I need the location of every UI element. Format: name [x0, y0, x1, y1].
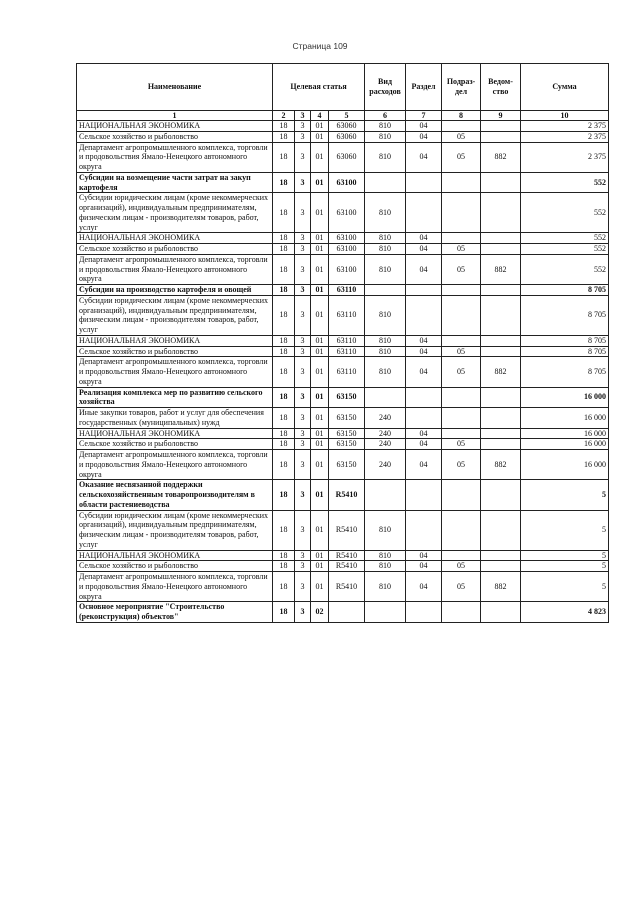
program-code-cell: 18: [273, 450, 295, 480]
sum-cell: 8 705: [521, 346, 609, 357]
column-number: 10: [521, 111, 609, 121]
department-cell: [481, 172, 521, 193]
program-code-cell: 18: [273, 572, 295, 602]
column-number: 7: [406, 111, 442, 121]
direction-code-cell: 63100: [329, 172, 365, 193]
direction-code-cell: 63110: [329, 335, 365, 346]
department-cell: [481, 131, 521, 142]
row-name-cell: Оказание несвязанной поддержки сельскохозяйственным товаропроизводителям в области растениеводства: [77, 480, 273, 510]
table-row: [77, 572, 609, 602]
table-body: [77, 121, 609, 623]
expense-type-cell: 810: [365, 254, 406, 284]
subsection-cell: 05: [442, 244, 481, 255]
header-name: Наименование: [77, 64, 273, 111]
direction-code-cell: 63060: [329, 121, 365, 132]
table-row: [77, 561, 609, 572]
subsection-cell: 05: [442, 254, 481, 284]
event-code-cell: 01: [311, 193, 329, 233]
department-cell: 882: [481, 142, 521, 172]
subprogram-code-cell: 3: [295, 561, 311, 572]
row-name-cell: Сельское хозяйство и рыболовство: [77, 561, 273, 572]
header-sum: Сумма: [521, 64, 609, 111]
department-cell: 882: [481, 254, 521, 284]
subprogram-code-cell: 3: [295, 172, 311, 193]
section-cell: [406, 172, 442, 193]
program-code-cell: 18: [273, 439, 295, 450]
row-name-cell: НАЦИОНАЛЬНАЯ ЭКОНОМИКА: [77, 428, 273, 439]
expense-type-cell: [365, 172, 406, 193]
department-cell: 882: [481, 450, 521, 480]
section-cell: [406, 602, 442, 623]
event-code-cell: 01: [311, 572, 329, 602]
table-row: [77, 510, 609, 550]
department-cell: [481, 244, 521, 255]
section-cell: 04: [406, 233, 442, 244]
direction-code-cell: 63110: [329, 295, 365, 335]
department-cell: [481, 602, 521, 623]
subprogram-code-cell: 3: [295, 193, 311, 233]
event-code-cell: 01: [311, 295, 329, 335]
table-row: [77, 428, 609, 439]
section-cell: 04: [406, 450, 442, 480]
subsection-cell: [442, 428, 481, 439]
row-name-cell: Департамент агропромышленного комплекса, торговли и продовольствия Ямало-Ненецкого автономного округа: [77, 572, 273, 602]
event-code-cell: 01: [311, 121, 329, 132]
sum-cell: 8 705: [521, 295, 609, 335]
column-number: 1: [77, 111, 273, 121]
event-code-cell: 01: [311, 428, 329, 439]
subprogram-code-cell: 3: [295, 480, 311, 510]
section-cell: [406, 408, 442, 429]
event-code-cell: 01: [311, 480, 329, 510]
direction-code-cell: 63060: [329, 131, 365, 142]
event-code-cell: 01: [311, 233, 329, 244]
event-code-cell: 02: [311, 602, 329, 623]
row-name-cell: Субсидии юридическим лицам (кроме некоммерческих организаций), индивидуальным предпринимателям, физическим лицам - производителям товаров, работ, услуг: [77, 193, 273, 233]
subprogram-code-cell: 3: [295, 450, 311, 480]
page-label: Страница 109: [292, 41, 348, 51]
subsection-cell: 05: [442, 131, 481, 142]
program-code-cell: 18: [273, 550, 295, 561]
subsection-cell: [442, 408, 481, 429]
header-department: Ведом-ство: [481, 64, 521, 111]
sum-cell: 552: [521, 233, 609, 244]
column-number: 2: [273, 111, 295, 121]
subprogram-code-cell: 3: [295, 244, 311, 255]
program-code-cell: 18: [273, 244, 295, 255]
header-section: Раздел: [406, 64, 442, 111]
sum-cell: 16 000: [521, 387, 609, 408]
subsection-cell: 05: [442, 439, 481, 450]
direction-code-cell: R5410: [329, 510, 365, 550]
expense-type-cell: 810: [365, 295, 406, 335]
department-cell: [481, 346, 521, 357]
row-name-cell: Субсидии юридическим лицам (кроме некоммерческих организаций), индивидуальным предпринимателям, физическим лицам - производителям товаров, работ, услуг: [77, 510, 273, 550]
section-cell: 04: [406, 346, 442, 357]
program-code-cell: 18: [273, 254, 295, 284]
section-cell: 04: [406, 142, 442, 172]
sum-cell: 16 000: [521, 450, 609, 480]
direction-code-cell: 63100: [329, 233, 365, 244]
sum-cell: 5: [521, 550, 609, 561]
department-cell: [481, 439, 521, 450]
subprogram-code-cell: 3: [295, 121, 311, 132]
event-code-cell: 01: [311, 387, 329, 408]
department-cell: 882: [481, 572, 521, 602]
department-cell: [481, 285, 521, 296]
table-row: [77, 480, 609, 510]
table-row: [77, 254, 609, 284]
department-cell: [481, 561, 521, 572]
sum-cell: 16 000: [521, 408, 609, 429]
table-row: [77, 193, 609, 233]
table-row: [77, 550, 609, 561]
header-subsection: Подраз-дел: [442, 64, 481, 111]
table-row: [77, 387, 609, 408]
department-cell: [481, 193, 521, 233]
program-code-cell: 18: [273, 285, 295, 296]
subprogram-code-cell: 3: [295, 510, 311, 550]
direction-code-cell: 63150: [329, 387, 365, 408]
event-code-cell: 01: [311, 550, 329, 561]
subsection-cell: 05: [442, 142, 481, 172]
event-code-cell: 01: [311, 142, 329, 172]
event-code-cell: 01: [311, 131, 329, 142]
row-name-cell: Основное мероприятие "Строительство (реконструкция) объектов": [77, 602, 273, 623]
subprogram-code-cell: 3: [295, 346, 311, 357]
event-code-cell: 01: [311, 346, 329, 357]
program-code-cell: 18: [273, 295, 295, 335]
section-cell: 04: [406, 550, 442, 561]
column-number: 4: [311, 111, 329, 121]
row-name-cell: НАЦИОНАЛЬНАЯ ЭКОНОМИКА: [77, 550, 273, 561]
subsection-cell: 05: [442, 572, 481, 602]
section-cell: 04: [406, 121, 442, 132]
event-code-cell: 01: [311, 172, 329, 193]
table-row: [77, 172, 609, 193]
expense-type-cell: 810: [365, 510, 406, 550]
department-cell: [481, 121, 521, 132]
section-cell: 04: [406, 357, 442, 387]
row-name-cell: Департамент агропромышленного комплекса, торговли и продовольствия Ямало-Ненецкого автономного округа: [77, 254, 273, 284]
subsection-cell: [442, 550, 481, 561]
direction-code-cell: 63110: [329, 346, 365, 357]
table-row: [77, 357, 609, 387]
direction-code-cell: 63060: [329, 142, 365, 172]
program-code-cell: 18: [273, 233, 295, 244]
section-cell: 04: [406, 439, 442, 450]
expense-type-cell: 810: [365, 142, 406, 172]
section-cell: [406, 387, 442, 408]
expense-type-cell: 810: [365, 346, 406, 357]
table-row: [77, 335, 609, 346]
table-row: [77, 295, 609, 335]
department-cell: [481, 233, 521, 244]
row-name-cell: Департамент агропромышленного комплекса, торговли и продовольствия Ямало-Ненецкого автономного округа: [77, 142, 273, 172]
row-name-cell: Субсидии на производство картофеля и овощей: [77, 285, 273, 296]
subprogram-code-cell: 3: [295, 387, 311, 408]
event-code-cell: 01: [311, 510, 329, 550]
program-code-cell: 18: [273, 142, 295, 172]
subsection-cell: 05: [442, 346, 481, 357]
expense-type-cell: 810: [365, 572, 406, 602]
row-name-cell: Реализация комплекса мер по развитию сельского хозяйства: [77, 387, 273, 408]
direction-code-cell: 63100: [329, 193, 365, 233]
direction-code-cell: R5410: [329, 572, 365, 602]
direction-code-cell: 63150: [329, 408, 365, 429]
table-row: [77, 602, 609, 623]
program-code-cell: 18: [273, 193, 295, 233]
row-name-cell: Субсидии на возмещение части затрат на закуп картофеля: [77, 172, 273, 193]
subsection-cell: [442, 121, 481, 132]
subprogram-code-cell: 3: [295, 408, 311, 429]
department-cell: [481, 428, 521, 439]
subprogram-code-cell: 3: [295, 439, 311, 450]
department-cell: [481, 387, 521, 408]
event-code-cell: 01: [311, 439, 329, 450]
program-code-cell: 18: [273, 346, 295, 357]
sum-cell: 2 375: [521, 142, 609, 172]
expense-type-cell: 810: [365, 550, 406, 561]
subprogram-code-cell: 3: [295, 285, 311, 296]
expense-type-cell: 240: [365, 450, 406, 480]
subsection-cell: [442, 295, 481, 335]
direction-code-cell: 63110: [329, 285, 365, 296]
event-code-cell: 01: [311, 408, 329, 429]
department-cell: 882: [481, 357, 521, 387]
section-cell: 04: [406, 428, 442, 439]
column-number-row: [77, 111, 609, 121]
department-cell: [481, 335, 521, 346]
table-row: [77, 131, 609, 142]
section-cell: [406, 510, 442, 550]
table-row: [77, 450, 609, 480]
program-code-cell: 18: [273, 357, 295, 387]
event-code-cell: 01: [311, 254, 329, 284]
sum-cell: 5: [521, 510, 609, 550]
expense-type-cell: [365, 602, 406, 623]
table-row: [77, 244, 609, 255]
subsection-cell: [442, 510, 481, 550]
department-cell: [481, 480, 521, 510]
subsection-cell: [442, 387, 481, 408]
expense-type-cell: [365, 387, 406, 408]
row-name-cell: Субсидии юридическим лицам (кроме некоммерческих организаций), индивидуальным предпринимателям, физическим лицам - производителям товаров, работ, услуг: [77, 295, 273, 335]
row-name-cell: Сельское хозяйство и рыболовство: [77, 131, 273, 142]
program-code-cell: 18: [273, 602, 295, 623]
direction-code-cell: [329, 602, 365, 623]
direction-code-cell: R5410: [329, 561, 365, 572]
section-cell: 04: [406, 572, 442, 602]
sum-cell: 4 823: [521, 602, 609, 623]
expense-type-cell: 810: [365, 357, 406, 387]
expense-type-cell: [365, 285, 406, 296]
section-cell: 04: [406, 254, 442, 284]
row-name-cell: Департамент агропромышленного комплекса, торговли и продовольствия Ямало-Ненецкого автономного округа: [77, 450, 273, 480]
subprogram-code-cell: 3: [295, 295, 311, 335]
subprogram-code-cell: 3: [295, 335, 311, 346]
column-number: 9: [481, 111, 521, 121]
direction-code-cell: 63150: [329, 439, 365, 450]
row-name-cell: Сельское хозяйство и рыболовство: [77, 439, 273, 450]
subprogram-code-cell: 3: [295, 131, 311, 142]
subsection-cell: [442, 193, 481, 233]
direction-code-cell: 63100: [329, 254, 365, 284]
sum-cell: 16 000: [521, 439, 609, 450]
column-number: 6: [365, 111, 406, 121]
expense-type-cell: 810: [365, 335, 406, 346]
section-cell: [406, 480, 442, 510]
department-cell: [481, 295, 521, 335]
subsection-cell: [442, 602, 481, 623]
program-code-cell: 18: [273, 121, 295, 132]
direction-code-cell: 63110: [329, 357, 365, 387]
table-row: [77, 233, 609, 244]
expense-type-cell: 810: [365, 193, 406, 233]
subprogram-code-cell: 3: [295, 357, 311, 387]
row-name-cell: Сельское хозяйство и рыболовство: [77, 346, 273, 357]
budget-table: [76, 63, 609, 623]
event-code-cell: 01: [311, 244, 329, 255]
sum-cell: 16 000: [521, 428, 609, 439]
event-code-cell: 01: [311, 561, 329, 572]
event-code-cell: 01: [311, 357, 329, 387]
subprogram-code-cell: 3: [295, 142, 311, 172]
expense-type-cell: 240: [365, 408, 406, 429]
section-cell: [406, 193, 442, 233]
expense-type-cell: 810: [365, 233, 406, 244]
sum-cell: 8 705: [521, 285, 609, 296]
department-cell: [481, 550, 521, 561]
subsection-cell: [442, 480, 481, 510]
program-code-cell: 18: [273, 408, 295, 429]
direction-code-cell: 63150: [329, 428, 365, 439]
header-expense-type: Вид расходов: [365, 64, 406, 111]
expense-type-cell: 240: [365, 428, 406, 439]
table-row: [77, 408, 609, 429]
subprogram-code-cell: 3: [295, 602, 311, 623]
program-code-cell: 18: [273, 428, 295, 439]
direction-code-cell: R5410: [329, 480, 365, 510]
department-cell: [481, 408, 521, 429]
table-row: [77, 346, 609, 357]
sum-cell: 2 375: [521, 131, 609, 142]
row-name-cell: Сельское хозяйство и рыболовство: [77, 244, 273, 255]
header-target-article: Целевая статья: [273, 64, 365, 111]
subprogram-code-cell: 3: [295, 550, 311, 561]
expense-type-cell: 810: [365, 244, 406, 255]
subsection-cell: [442, 233, 481, 244]
program-code-cell: 18: [273, 387, 295, 408]
expense-type-cell: 810: [365, 561, 406, 572]
subprogram-code-cell: 3: [295, 572, 311, 602]
program-code-cell: 18: [273, 510, 295, 550]
program-code-cell: 18: [273, 480, 295, 510]
event-code-cell: 01: [311, 450, 329, 480]
department-cell: [481, 510, 521, 550]
sum-cell: 2 375: [521, 121, 609, 132]
section-cell: 04: [406, 335, 442, 346]
sum-cell: 552: [521, 193, 609, 233]
direction-code-cell: R5410: [329, 550, 365, 561]
section-cell: 04: [406, 131, 442, 142]
program-code-cell: 18: [273, 131, 295, 142]
expense-type-cell: 240: [365, 439, 406, 450]
section-cell: [406, 295, 442, 335]
subprogram-code-cell: 3: [295, 428, 311, 439]
subprogram-code-cell: 3: [295, 254, 311, 284]
subsection-cell: [442, 335, 481, 346]
program-code-cell: 18: [273, 561, 295, 572]
table-row: [77, 142, 609, 172]
column-number: 3: [295, 111, 311, 121]
subsection-cell: 05: [442, 357, 481, 387]
sum-cell: 5: [521, 561, 609, 572]
table-row: [77, 439, 609, 450]
subprogram-code-cell: 3: [295, 233, 311, 244]
section-cell: 04: [406, 561, 442, 572]
sum-cell: 5: [521, 572, 609, 602]
table-row: [77, 285, 609, 296]
row-name-cell: НАЦИОНАЛЬНАЯ ЭКОНОМИКА: [77, 121, 273, 132]
sum-cell: 5: [521, 480, 609, 510]
section-cell: 04: [406, 244, 442, 255]
row-name-cell: Департамент агропромышленного комплекса, торговли и продовольствия Ямало-Ненецкого автономного округа: [77, 357, 273, 387]
subsection-cell: 05: [442, 450, 481, 480]
subsection-cell: 05: [442, 561, 481, 572]
direction-code-cell: 63150: [329, 450, 365, 480]
sum-cell: 8 705: [521, 335, 609, 346]
expense-type-cell: [365, 480, 406, 510]
subsection-cell: [442, 285, 481, 296]
event-code-cell: 01: [311, 335, 329, 346]
event-code-cell: 01: [311, 285, 329, 296]
row-name-cell: Иные закупки товаров, работ и услуг для обеспечения государственных (муниципальных) нужд: [77, 408, 273, 429]
row-name-cell: НАЦИОНАЛЬНАЯ ЭКОНОМИКА: [77, 335, 273, 346]
table-row: [77, 121, 609, 132]
subsection-cell: [442, 172, 481, 193]
sum-cell: 552: [521, 244, 609, 255]
sum-cell: 552: [521, 254, 609, 284]
expense-type-cell: 810: [365, 121, 406, 132]
section-cell: [406, 285, 442, 296]
expense-type-cell: 810: [365, 131, 406, 142]
sum-cell: 552: [521, 172, 609, 193]
column-number: 8: [442, 111, 481, 121]
program-code-cell: 18: [273, 172, 295, 193]
row-name-cell: НАЦИОНАЛЬНАЯ ЭКОНОМИКА: [77, 233, 273, 244]
sum-cell: 8 705: [521, 357, 609, 387]
program-code-cell: 18: [273, 335, 295, 346]
direction-code-cell: 63100: [329, 244, 365, 255]
column-number: 5: [329, 111, 365, 121]
